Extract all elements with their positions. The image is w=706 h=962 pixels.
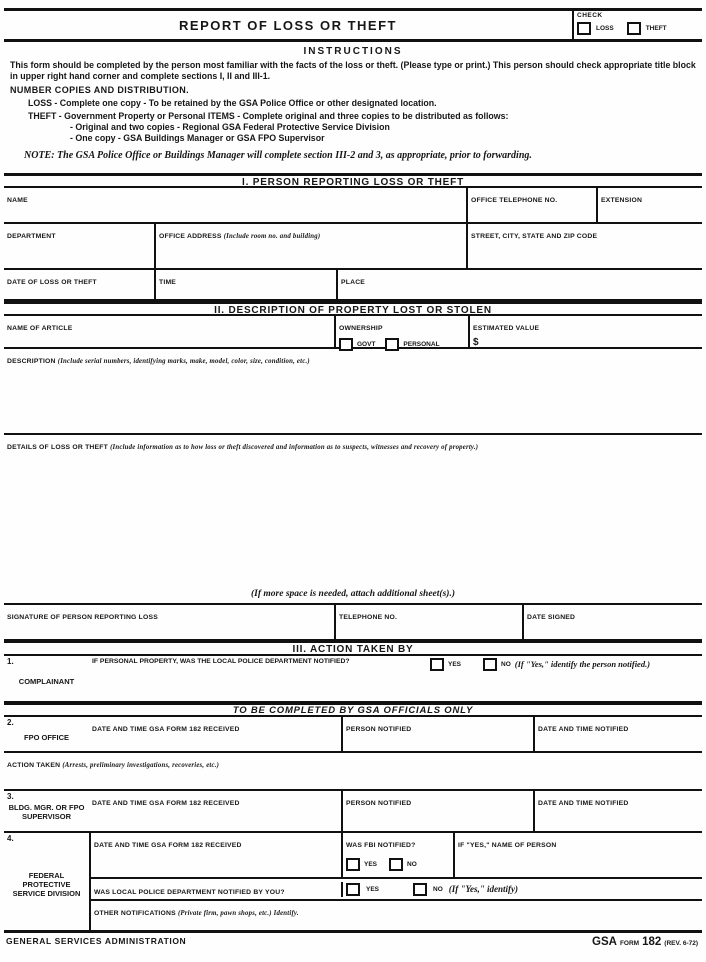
- local-police-no-label: NO: [433, 885, 443, 893]
- office-address-label: OFFICE ADDRESS: [159, 233, 222, 240]
- loss-instruction: LOSS - Complete one copy - To be retained by the GSA Police Office or other designated location.: [28, 98, 437, 108]
- date-of-loss-label: DATE OF LOSS OR THEFT: [7, 279, 97, 286]
- department-field[interactable]: [4, 224, 154, 268]
- theft-checkbox-label: THEFT: [645, 25, 667, 32]
- details-note: (Include information as to how loss or theft discovered and information as to suspects, witnesses and recovery of property.): [110, 444, 479, 451]
- bldg-mgr-label: BLDG. MGR. OR FPO SUPERVISOR: [8, 803, 85, 821]
- date-of-loss-field[interactable]: [4, 270, 154, 299]
- place-field[interactable]: [336, 270, 702, 299]
- details-label: DETAILS OF LOSS OR THEFT: [7, 444, 108, 451]
- local-police-yes-label: YES: [366, 885, 380, 893]
- office-telephone-field[interactable]: [466, 188, 596, 222]
- ownership-label: OWNERSHIP: [339, 325, 383, 332]
- copies-heading: NUMBER COPIES AND DISTRIBUTION.: [10, 85, 190, 95]
- time-label: TIME: [159, 279, 177, 286]
- complainant-question-cell: [89, 656, 702, 701]
- form-number: 182: [642, 936, 662, 948]
- other-notifications-label: OTHER NOTIFICATIONS: [94, 910, 176, 917]
- section1-row1: [4, 188, 702, 224]
- loss-checkbox[interactable]: [577, 22, 591, 35]
- instructions-paragraph: This form should be completed by the person most familiar with the facts of the loss or theft. (Please type or print.) This person should check appropriate title block in upper right hand corner and complete sections I, II and III-1.: [10, 60, 696, 81]
- name-of-article-label: NAME OF ARTICLE: [7, 325, 73, 332]
- title-cell: [4, 11, 572, 39]
- complainant-row: [4, 656, 702, 703]
- theft-instruction: THEFT - Government Property or Personal ITEMS - Complete original and three copies to be distributed as follows:: [28, 111, 509, 121]
- name-field[interactable]: [4, 188, 466, 222]
- fps-division-label: FEDERAL PROTECTIVE SERVICE DIVISION: [12, 871, 81, 898]
- local-police-answer-cell: [341, 882, 702, 897]
- extension-label: EXTENSION: [601, 197, 643, 204]
- description-field[interactable]: [4, 349, 702, 435]
- theft-checkbox[interactable]: [627, 22, 641, 35]
- bldg-received-label: DATE AND TIME GSA FORM 182 RECEIVED: [92, 800, 240, 807]
- fpo-person-notified-field[interactable]: [341, 717, 533, 751]
- complainant-no-checkbox[interactable]: [483, 658, 497, 671]
- bldg-mgr-number: 3.: [7, 792, 14, 801]
- time-field[interactable]: [154, 270, 336, 299]
- agency-name: GENERAL SERVICES ADMINISTRATION: [6, 936, 187, 946]
- govt-label: GOVT: [357, 341, 376, 348]
- office-telephone-label: OFFICE TELEPHONE NO.: [471, 197, 558, 204]
- bldg-datetime-notified-field[interactable]: [533, 791, 702, 831]
- estimated-value-field[interactable]: [468, 316, 702, 347]
- gsa-officials-band: TO BE COMPLETED BY GSA OFFICIALS ONLY: [4, 703, 702, 717]
- action-taken-note: (Arrests, preliminary investigations, recoveries, etc.): [62, 762, 220, 769]
- telephone-label: TELEPHONE NO.: [339, 614, 398, 621]
- bldg-datetime-notified-label: DATE AND TIME NOTIFIED: [538, 800, 629, 807]
- fbi-notified-label: WAS FBI NOTIFIED?: [346, 842, 416, 849]
- fpo-received-label: DATE AND TIME GSA FORM 182 RECEIVED: [92, 726, 240, 733]
- fps-division-number: 4.: [7, 834, 14, 843]
- local-police-no-note: (If "Yes," identify): [448, 883, 518, 894]
- fpo-datetime-notified-field[interactable]: [533, 717, 702, 751]
- instructions-heading: INSTRUCTIONS: [303, 46, 403, 57]
- date-signed-field[interactable]: [522, 605, 702, 639]
- gsa-mark: GSA: [592, 936, 617, 948]
- description-label: DESCRIPTION: [7, 358, 56, 365]
- place-label: PLACE: [341, 279, 366, 286]
- fbi-yes-checkbox[interactable]: [346, 858, 360, 871]
- fps-received-field[interactable]: [91, 833, 341, 877]
- bldg-received-field[interactable]: [89, 791, 341, 831]
- note-line: NOTE: The GSA Police Office or Buildings Manager will complete section III-2 and 3, as appropriate, prior to forwarding.: [24, 150, 532, 161]
- page-title: REPORT OF LOSS OR THEFT: [179, 17, 397, 33]
- dollar-sign: $: [473, 337, 479, 348]
- police-notified-question: IF PERSONAL PROPERTY, WAS THE LOCAL POLICE DEPARTMENT NOTIFIED?: [92, 658, 350, 665]
- complainant-label: COMPLAINANT: [18, 677, 75, 686]
- local-police-yes-checkbox[interactable]: [346, 883, 360, 896]
- fpo-office-cell: [4, 717, 89, 751]
- bldg-person-notified-label: PERSON NOTIFIED: [346, 800, 412, 807]
- fpo-office-number: 2.: [7, 718, 14, 727]
- local-police-question-label: WAS LOCAL POLICE DEPARTMENT NOTIFIED BY YOU?: [94, 889, 285, 896]
- action-taken-label: ACTION TAKEN: [7, 762, 61, 769]
- street-city-state-zip-label: STREET, CITY, STATE AND ZIP CODE: [471, 233, 598, 240]
- govt-checkbox[interactable]: [339, 338, 353, 351]
- fbi-no-label: NO: [407, 861, 417, 868]
- instructions-section: [4, 42, 702, 173]
- bldg-mgr-row: [4, 791, 702, 833]
- extension-field[interactable]: [596, 188, 702, 222]
- form-word: FORM: [619, 940, 640, 947]
- department-label: DEPARTMENT: [7, 233, 56, 240]
- fpo-office-label: FPO OFFICE: [24, 732, 69, 742]
- name-of-article-field[interactable]: [4, 316, 334, 347]
- signature-row: [4, 603, 702, 641]
- personal-label: PERSONAL: [403, 341, 440, 348]
- description-note: (Include serial numbers, identifying marks, make, model, color, size, condition, etc.): [57, 358, 310, 365]
- telephone-field[interactable]: [334, 605, 522, 639]
- fpo-office-row: [4, 717, 702, 753]
- fbi-person-name-field[interactable]: [453, 833, 702, 877]
- fpo-person-notified-label: PERSON NOTIFIED: [346, 726, 412, 733]
- fpo-received-field[interactable]: [89, 717, 341, 751]
- section2-header: II. DESCRIPTION OF PROPERTY LOST OR STOLEN: [4, 301, 702, 316]
- loss-checkbox-label: LOSS: [596, 25, 614, 32]
- date-signed-label: DATE SIGNED: [527, 614, 576, 621]
- signature-field[interactable]: [4, 605, 334, 639]
- more-space-note: (If more space is needed, attach additional sheet(s).): [251, 589, 455, 599]
- theft-sub-instruction-2: - One copy - GSA Buildings Manager or GSA FPO Supervisor: [70, 133, 325, 143]
- section2-row1: [4, 316, 702, 349]
- fps-division-row: [4, 833, 702, 930]
- ownership-field: [334, 316, 468, 347]
- fps-division-cell: [4, 833, 89, 930]
- section1-row2: [4, 224, 702, 270]
- estimated-value-label: ESTIMATED VALUE: [473, 325, 540, 332]
- bldg-mgr-cell: [4, 791, 89, 831]
- section1-header: I. PERSON REPORTING LOSS OR THEFT: [4, 173, 702, 188]
- fpo-datetime-notified-label: DATE AND TIME NOTIFIED: [538, 726, 629, 733]
- name-label: NAME: [7, 197, 28, 204]
- office-address-field[interactable]: [154, 224, 466, 268]
- section3-header: III. ACTION TAKEN BY: [4, 641, 702, 656]
- fps-received-label: DATE AND TIME GSA FORM 182 RECEIVED: [94, 842, 242, 849]
- check-block: [572, 11, 702, 39]
- action-taken-field[interactable]: [4, 753, 702, 791]
- fbi-no-checkbox[interactable]: [389, 858, 403, 871]
- complainant-no-note: (If "Yes," identify the person notified.): [514, 659, 651, 669]
- fbi-person-name-label: IF "YES," NAME OF PERSON: [458, 842, 557, 849]
- complainant-yes-label: YES: [448, 661, 462, 668]
- fbi-notified-field: [341, 833, 453, 877]
- form-footer: [4, 930, 702, 948]
- local-police-no-checkbox[interactable]: [413, 883, 427, 896]
- complainant-cell: [4, 656, 89, 701]
- office-address-note: (Include room no. and building): [223, 233, 321, 240]
- check-label: CHECK: [577, 12, 603, 19]
- form-revision: (REV. 6-72): [664, 940, 698, 947]
- complainant-no-label: NO: [501, 661, 511, 668]
- form-header: [4, 8, 702, 42]
- street-city-state-zip-field[interactable]: [466, 224, 702, 268]
- bldg-person-notified-field[interactable]: [341, 791, 533, 831]
- other-notifications-note: (Private firm, pawn shops, etc.) Identify.: [177, 910, 299, 917]
- form-number-block: [592, 936, 698, 948]
- other-notifications-field[interactable]: [91, 901, 702, 930]
- complainant-yes-checkbox[interactable]: [430, 658, 444, 671]
- theft-sub-instruction-1: - Original and two copies - Regional GSA Federal Protective Service Division: [70, 122, 390, 132]
- local-police-question-cell: [91, 878, 341, 900]
- personal-checkbox[interactable]: [385, 338, 399, 351]
- complainant-number: 1.: [7, 657, 14, 666]
- details-field[interactable]: [4, 435, 702, 587]
- fbi-yes-label: YES: [364, 861, 378, 868]
- section1-row3: [4, 270, 702, 301]
- signature-label: SIGNATURE OF PERSON REPORTING LOSS: [7, 614, 158, 621]
